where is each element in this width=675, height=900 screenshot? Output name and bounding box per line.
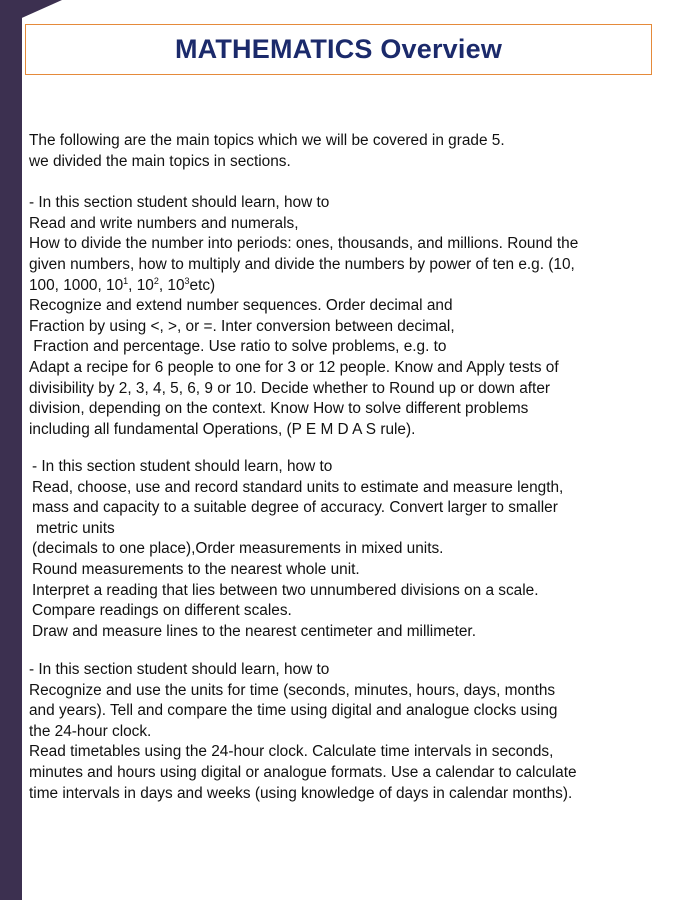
section-heading: - In this section student should learn, how to <box>29 194 330 212</box>
section-heading: - In this section student should learn, how to <box>32 458 333 475</box>
section-line: metric units <box>36 519 115 537</box>
intro-line: we divided the main topics in sections. <box>29 152 291 170</box>
section-line: including all fundamental Operations, (P E M D A S rule). <box>29 420 416 438</box>
powers-text: etc) <box>189 276 216 294</box>
section-line: Recognize and extend number sequences. Order decimal and <box>29 297 453 315</box>
section-line: the 24-hour clock. <box>29 722 152 740</box>
section-line: Draw and measure lines to the nearest centimeter and millimeter. <box>32 622 476 640</box>
section3-block <box>29 660 661 804</box>
side-decoration-bar <box>0 0 22 900</box>
section-line: (decimals to one place),Order measurements in mixed units. <box>32 540 444 558</box>
section-line: Adapt a recipe for 6 people to one for 3 or 12 people. Know and Apply tests of <box>29 358 559 376</box>
title-box <box>25 24 652 75</box>
section-line: mass and capacity to a suitable degree of accuracy. Convert larger to smaller <box>32 499 558 517</box>
exponent: 1 <box>123 275 129 286</box>
powers-text: , 10 <box>128 276 154 294</box>
exponent: 3 <box>184 275 190 286</box>
powers-text: , 10 <box>158 276 185 294</box>
section-line: minutes and hours using digital or analogue formats. Use a calendar to calculate <box>29 763 577 781</box>
section-line: Fraction by using <, >, or =. Inter conversion between decimal, <box>29 317 455 335</box>
section-line: How to divide the number into periods: ones, thousands, and millions. Round the <box>29 235 579 253</box>
section-heading: - In this section student should learn, how to <box>29 661 330 678</box>
section-line: Read and write numbers and numerals, <box>29 214 299 232</box>
section-line: divisibility by 2, 3, 4, 5, 6, 9 or 10. Decide whether to Round up or down after <box>29 379 551 397</box>
section-line: Recognize and use the units for time (seconds, minutes, hours, days, months <box>29 681 556 699</box>
side-decoration-corner <box>0 0 62 18</box>
section2-block <box>32 457 664 642</box>
powers-text: 100, 1000, 10 <box>29 276 124 294</box>
section-line: Read timetables using the 24-hour clock. Calculate time intervals in seconds, <box>29 743 554 761</box>
section-line: Read, choose, use and record standard units to estimate and measure length, <box>32 478 564 496</box>
section-line: time intervals in days and weeks (using knowledge of days in calendar months). <box>29 784 573 802</box>
section-line-powers <box>29 276 661 297</box>
intro-line: The following are the main topics which we will be covered in grade 5. <box>29 132 505 149</box>
section-line: division, depending on the context. Know How to solve different problems <box>29 400 529 418</box>
section-line: Interpret a reading that lies between two unnumbered divisions on a scale. <box>32 581 539 599</box>
exponent: 2 <box>153 275 159 286</box>
page-title: MATHEMATICS Overview <box>174 34 503 64</box>
section-line: given numbers, how to multiply and divide the numbers by power of ten e.g. (10, <box>29 255 575 273</box>
section-line: Compare readings on different scales. <box>32 602 292 620</box>
intro-block <box>29 131 661 440</box>
section-line: and years). Tell and compare the time using digital and analogue clocks using <box>29 702 558 720</box>
section-line: Round measurements to the nearest whole unit. <box>32 560 360 578</box>
section-line: Fraction and percentage. Use ratio to solve problems, e.g. to <box>29 338 447 356</box>
